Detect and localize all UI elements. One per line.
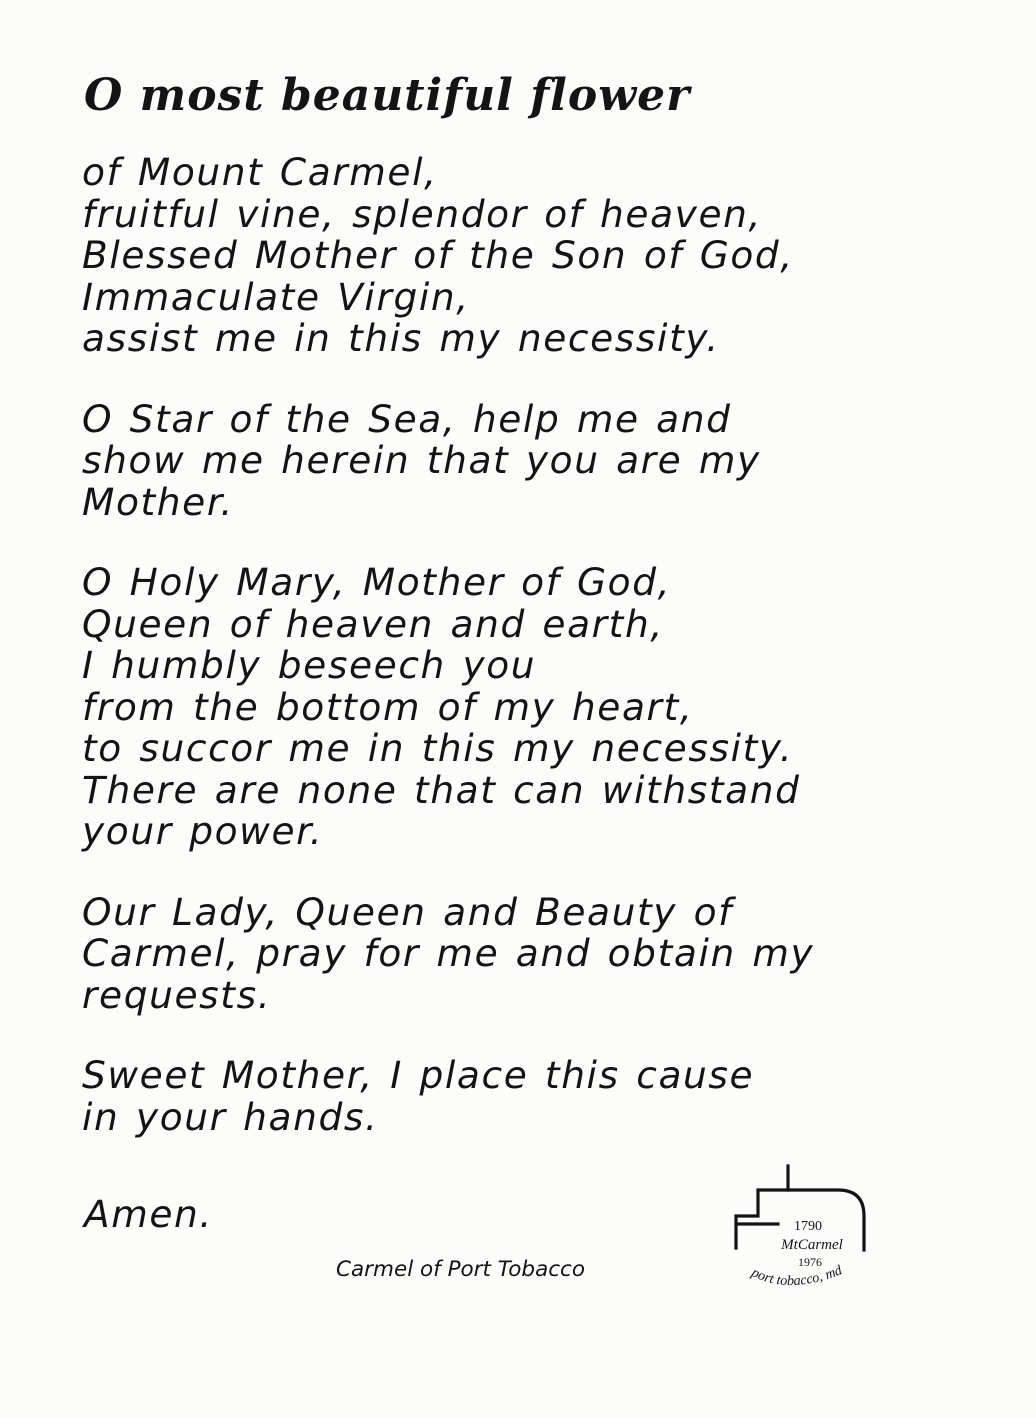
prayer-line: Queen of heaven and earth, (82, 601, 664, 646)
stanza (82, 152, 982, 360)
prayer-line: O Holy Mary, Mother of God, (82, 560, 672, 604)
prayer-line: I humbly beseech you (82, 643, 537, 687)
prayer-line: from the bottom of my heart, (82, 684, 694, 729)
logo-name: MtCarmel (781, 1237, 843, 1253)
prayer-line: Blessed Mother of the Son of God, (82, 233, 794, 277)
prayer-line: fruitful vine, splendor of heaven, (82, 191, 763, 236)
logo-year-bottom: 1976 (798, 1255, 822, 1269)
mt-carmel-logo (718, 1160, 888, 1310)
prayer-line: in your hands. (82, 1094, 379, 1139)
stanza (82, 1055, 982, 1138)
stanza (82, 396, 982, 524)
prayer-line: of Mount Carmel, (82, 150, 438, 194)
prayer-line: Mother. (82, 479, 234, 524)
prayer-title: O most beautiful flower (84, 70, 691, 121)
stanza (82, 562, 982, 853)
stanza (82, 889, 982, 1017)
logo-place-path: port tobacco, md (749, 1263, 845, 1290)
prayer-line: Sweet Mother, I place this cause (82, 1053, 755, 1097)
prayer-body (82, 152, 982, 1177)
prayer-line: There are none that can withstand (82, 767, 801, 812)
prayer-line: Our Lady, Queen and Beauty of (82, 889, 733, 934)
prayer-line: Carmel, pray for me and obtain my (82, 931, 815, 975)
publisher-credit: Carmel of Port Tobacco (336, 1257, 586, 1282)
prayer-line: Immaculate Virgin, (82, 274, 470, 319)
logo-building-outline (736, 1166, 788, 1248)
logo-year-top: 1790 (794, 1219, 822, 1234)
prayer-closing: Amen. (84, 1192, 213, 1236)
logo-place (748, 1263, 845, 1289)
prayer-line: your power. (82, 809, 324, 853)
prayer-line: O Star of the Sea, help me and (82, 396, 732, 441)
prayer-line: to succor me in this my necessity. (82, 726, 794, 770)
prayer-line: show me herein that you are my (82, 438, 761, 482)
prayer-line: assist me in this my necessity. (82, 316, 720, 360)
prayer-line: requests. (82, 972, 272, 1017)
